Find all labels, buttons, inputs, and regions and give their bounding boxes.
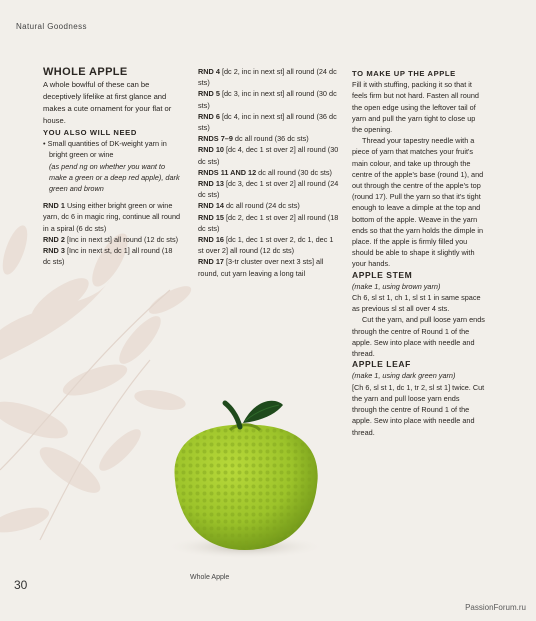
make-up-paragraph: Fill it with stuffing, packing it so that it feels firm but not hard. Fasten all round the open edge using the leftover tail of yarn and pull the yarn tight to close up the opening. xyxy=(352,80,479,135)
stem-heading: APPLE STEM xyxy=(352,269,413,280)
leaf-heading: APPLE LEAF xyxy=(352,359,411,370)
round-row xyxy=(198,167,340,178)
materials-heading: YOU ALSO WILL NEED xyxy=(43,128,137,137)
make-up-heading: TO MAKE UP THE APPLE xyxy=(352,69,456,78)
round-text: [dc 1, dec 1 st over 2, dc 1, dec 1 st over 2] all round (12 dc sts) xyxy=(198,235,334,256)
leaf-note: (make 1, using dark green yarn) xyxy=(352,371,456,381)
round-row xyxy=(43,200,181,234)
round-label: RND 5 xyxy=(198,89,220,99)
round-row xyxy=(198,111,340,133)
round-label: RND 2 xyxy=(43,234,65,244)
round-label: RNDS 7–9 xyxy=(198,134,233,144)
round-text: dc all round (24 dc sts) xyxy=(225,201,300,211)
crochet-apple-photo xyxy=(145,385,355,565)
running-header: Natural Goodness xyxy=(16,22,87,31)
round-row xyxy=(198,133,340,144)
middle-column xyxy=(198,66,340,279)
round-row xyxy=(198,234,340,256)
round-label: RND 6 xyxy=(198,111,220,121)
round-label: RND 1 xyxy=(43,201,65,211)
round-text: [dc 4, dec 1 st over 2] all round (30 dc sts) xyxy=(198,145,339,166)
round-label: RND 15 xyxy=(198,212,224,222)
watermark: PassionForum.ru xyxy=(465,603,526,612)
round-text: [dc 2, inc in next st] all round (24 dc sts) xyxy=(198,67,337,88)
round-label: RND 10 xyxy=(198,145,224,155)
round-label: RND 17 xyxy=(198,257,224,267)
intro-paragraph: A whole bowlful of these can be deceptively lifelike at first glance and makes a cute ornament for your flat or house. xyxy=(43,80,172,125)
round-text: Using either bright green or wine yarn, dc 6 in magic ring, continue all round in a spiral (6 dc sts) xyxy=(43,201,181,233)
round-row xyxy=(198,256,340,278)
round-row xyxy=(198,178,340,200)
round-row xyxy=(43,234,181,245)
round-text: dc all round (36 dc sts) xyxy=(234,134,309,144)
left-column xyxy=(43,66,181,267)
round-label: RND 13 xyxy=(198,179,224,189)
round-row xyxy=(198,144,340,166)
round-text: [dc 3, inc in next st] all round (30 dc sts) xyxy=(198,89,337,110)
materials-note: (as pend ng on whether you want to make a green or a deep red apple), dark green and brown xyxy=(49,161,180,194)
round-text: [dc 4, inc in next st] all round (36 dc sts) xyxy=(198,111,337,133)
round-label: RND 4 xyxy=(198,67,220,76)
materials-item: • Small quantities of DK-weight yarn in bright green or wine xyxy=(43,139,167,160)
make-up-paragraph: Thread your tapestry needle with a piece of yarn that matches your fruit's main colour, and take up through the centre of the apple's base (round 1), and out through the centre of the apple's top (round 17). Pull the yarn so that it's tight enough to leave a dimple at the top and bottom of the apple. Weave in the yarn ends so that the yarn holds the dimple in place. If the apple is firmly filled you should be able to shape it slightly with your hands. xyxy=(352,136,484,269)
page-number: 30 xyxy=(14,578,28,592)
round-text: [Inc in next st] all round (12 dc sts) xyxy=(66,234,179,244)
stem-instructions: Cut the yarn, and pull loose yarn ends through the centre of Round 1 of the apple. Sew into place with needle and thread. xyxy=(352,315,485,359)
round-row xyxy=(198,212,340,234)
round-label: RNDS 11 AND 12 xyxy=(198,167,257,177)
round-text: [dc 2, dec 1 st over 2] all round (18 dc sts) xyxy=(198,212,339,233)
stem-note: (make 1, using brown yarn) xyxy=(352,281,441,291)
stem-instructions: Ch 6, sl st 1, ch 1, sl st 1 in same space as previous sl st all over 4 sts. xyxy=(352,293,481,314)
round-text: [3-tr cluster over next 3 sts] all round, cut yarn leaving a long tail xyxy=(198,257,324,278)
round-label: RND 14 xyxy=(198,201,224,211)
pattern-title: WHOLE APPLE xyxy=(43,66,128,78)
round-label: RND 16 xyxy=(198,235,224,245)
round-label: RND 3 xyxy=(43,246,65,256)
round-row xyxy=(43,245,181,267)
round-row xyxy=(198,88,340,110)
photo-caption: Whole Apple xyxy=(190,574,230,581)
round-text: dc all round (30 dc sts) xyxy=(258,167,332,177)
round-text: [Inc in next st, dc 1] all round (18 dc sts) xyxy=(43,246,173,267)
round-row xyxy=(198,66,340,88)
leaf-instructions: [Ch 6, sl st 1, dc 1, tr 2, sl st 1] twice. Cut the yarn and pull loose yarn ends through the centre of Round 1 of the apple. Sew into place with needle and thread. xyxy=(352,382,485,437)
round-row xyxy=(198,200,340,211)
right-column xyxy=(352,68,486,438)
round-text: [dc 3, dec 1 st over 2] all round (24 dc sts) xyxy=(198,179,339,200)
